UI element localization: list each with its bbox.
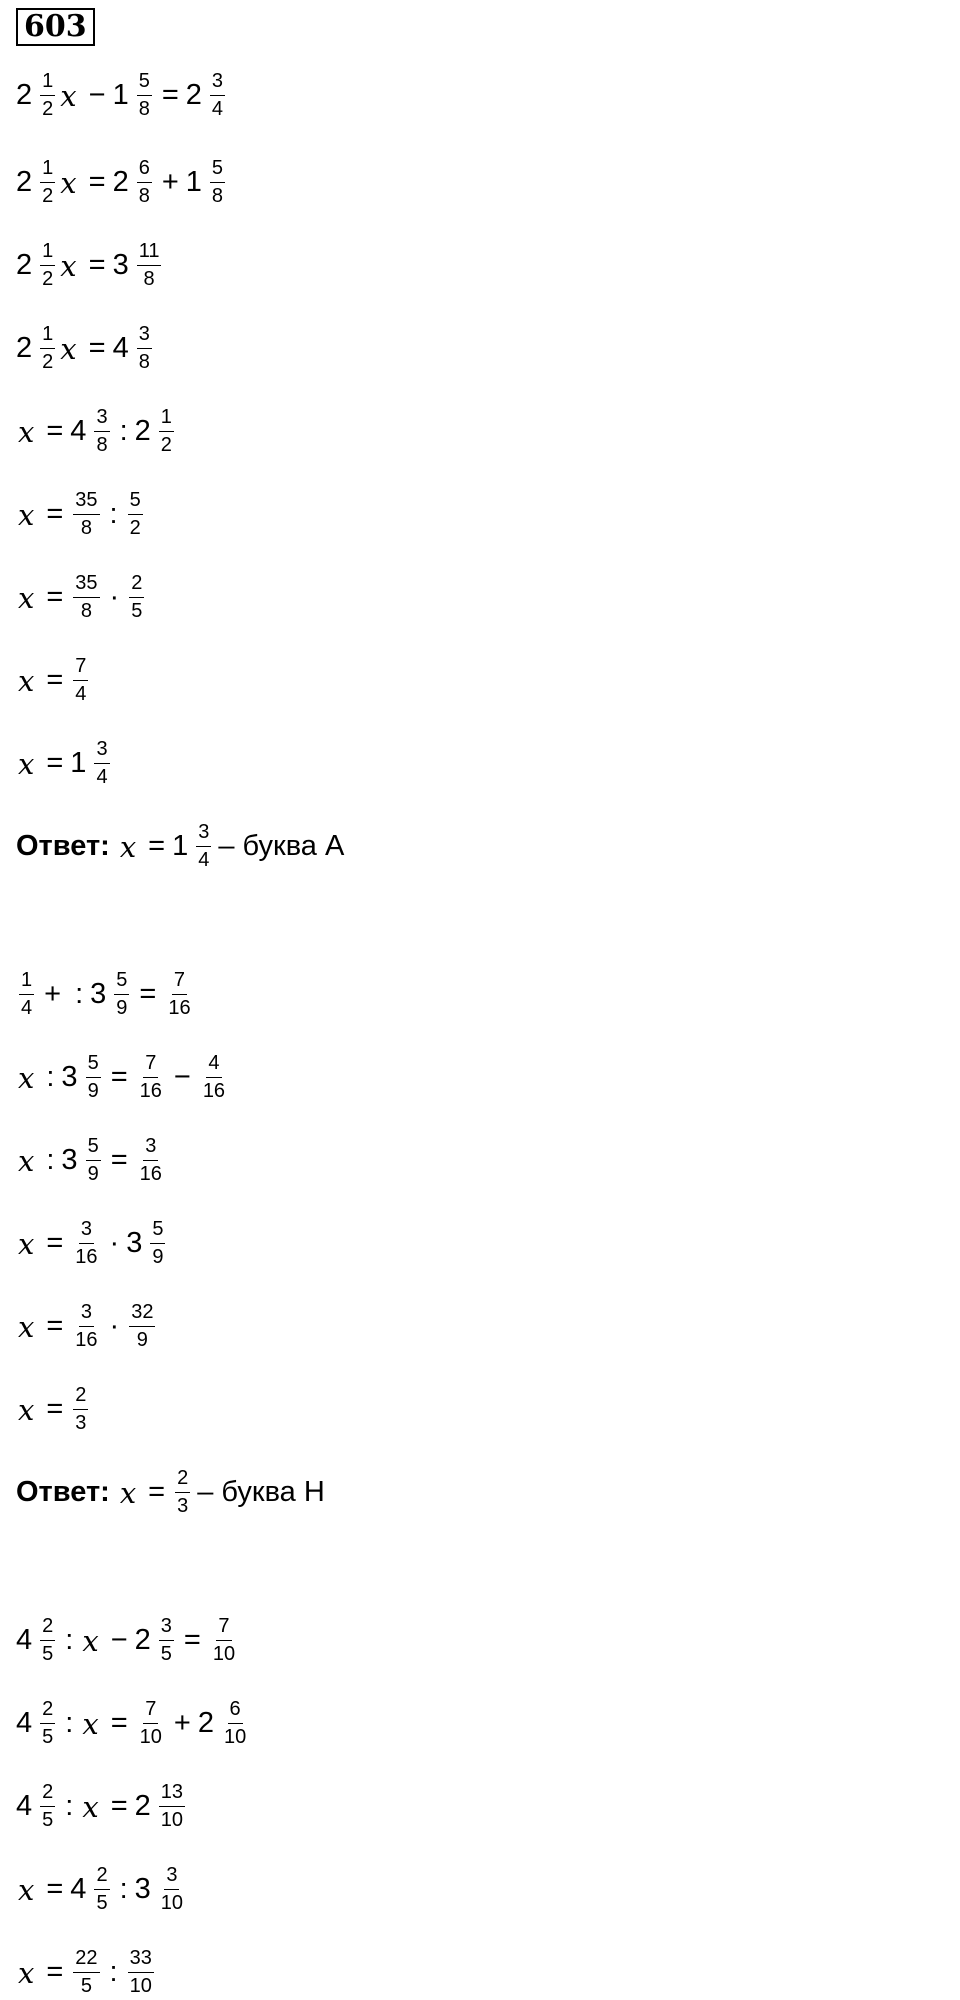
fraction-numerator: 3: [137, 323, 152, 349]
fraction-numerator: 2: [40, 1781, 55, 1807]
variable-x: x: [82, 1623, 99, 1658]
fraction-denominator: 16: [168, 997, 191, 1019]
equation-line: [16, 1467, 325, 1518]
variable-x: x: [18, 746, 35, 781]
fraction-denominator: 16: [75, 1246, 98, 1268]
fraction-numerator: 1: [40, 240, 55, 266]
variable-x: x: [119, 1475, 137, 1510]
operator: +: [173, 1707, 191, 1739]
fraction: [137, 157, 152, 208]
equation-line: [16, 70, 228, 121]
fraction-numerator: 35: [73, 489, 99, 515]
number: 4: [112, 332, 129, 364]
fraction-denominator: 5: [160, 1643, 172, 1665]
fraction: [40, 1698, 55, 1749]
number: 2: [134, 1790, 151, 1822]
operator: −: [88, 79, 106, 111]
variable-x: x: [18, 1143, 35, 1178]
fraction-denominator: 4: [75, 683, 87, 705]
fraction-denominator: 2: [42, 268, 54, 290]
fraction: [94, 738, 109, 789]
task-number: 603: [16, 8, 95, 46]
fraction: [201, 1052, 227, 1103]
variable-x: x: [18, 1872, 35, 1907]
fraction-numerator: 33: [128, 1947, 154, 1973]
fraction: [19, 969, 34, 1020]
operator: =: [46, 747, 64, 779]
equation-line: [16, 240, 164, 291]
fraction-denominator: 8: [138, 185, 150, 207]
number: 4: [16, 1624, 33, 1656]
fraction-denominator: 9: [87, 1163, 99, 1185]
equation-line: [16, 1052, 230, 1103]
fraction-denominator: 10: [129, 1975, 152, 1997]
fraction: [40, 157, 55, 208]
fraction-numerator: 1: [40, 323, 55, 349]
variable-x: x: [82, 1706, 99, 1741]
fraction: [138, 1135, 164, 1186]
fraction: [210, 157, 225, 208]
fraction: [114, 969, 129, 1020]
fraction-numerator: 2: [40, 1615, 55, 1641]
fraction-numerator: 32: [129, 1301, 155, 1327]
number: 2: [16, 166, 33, 198]
operator: :: [46, 1061, 55, 1093]
operator: =: [88, 166, 106, 198]
fraction-numerator: 6: [137, 157, 152, 183]
fraction-denominator: 8: [80, 600, 92, 622]
fraction-denominator: 4: [96, 766, 108, 788]
fraction-numerator: 7: [172, 969, 187, 995]
fraction-numerator: 1: [159, 406, 174, 432]
fraction: [40, 70, 55, 121]
operator: ·: [109, 1227, 120, 1259]
number: 3: [61, 1061, 78, 1093]
operator: :: [119, 415, 128, 447]
operator: :: [65, 1790, 74, 1822]
number: 3: [61, 1144, 78, 1176]
fraction-numerator: 35: [73, 572, 99, 598]
operator: ·: [109, 581, 120, 613]
operator: =: [46, 1393, 64, 1425]
fraction: [166, 969, 192, 1020]
fraction: [175, 1467, 190, 1518]
fraction: [137, 323, 152, 374]
fraction: [40, 323, 55, 374]
fraction-numerator: 5: [114, 969, 129, 995]
fraction: [138, 1698, 164, 1749]
fraction: [94, 406, 109, 457]
answer-text: – буква А: [218, 830, 345, 862]
fraction-numerator: 13: [159, 1781, 185, 1807]
variable-x: x: [82, 1789, 99, 1824]
fraction: [40, 1615, 55, 1666]
fraction-numerator: 5: [128, 489, 143, 515]
fraction-denominator: 9: [87, 1080, 99, 1102]
number: 2: [197, 1707, 214, 1739]
fraction-numerator: 1: [19, 969, 34, 995]
fraction-numerator: 3: [159, 1615, 174, 1641]
operator: +: [161, 166, 179, 198]
equation-line: [16, 572, 147, 623]
fraction-numerator: 7: [143, 1698, 158, 1724]
answer-label: Ответ:: [16, 830, 110, 862]
fraction-denominator: 10: [223, 1726, 247, 1748]
fraction-numerator: 5: [210, 157, 225, 183]
fraction-numerator: 7: [73, 655, 88, 681]
fraction-denominator: 8: [138, 351, 150, 373]
fraction-numerator: 2: [94, 1864, 109, 1890]
variable-x: x: [18, 1226, 35, 1261]
number: 3: [126, 1227, 143, 1259]
number: 4: [16, 1790, 33, 1822]
fraction: [137, 240, 162, 291]
equation-line: [16, 1864, 188, 1915]
fraction-denominator: 5: [96, 1892, 108, 1914]
operator: =: [46, 1873, 64, 1905]
variable-x: x: [18, 580, 35, 615]
fraction-denominator: 8: [96, 434, 108, 456]
fraction-numerator: 5: [86, 1052, 101, 1078]
operator: =: [88, 332, 106, 364]
fraction-numerator: 2: [40, 1698, 55, 1724]
fraction-denominator: 16: [202, 1080, 226, 1102]
fraction: [196, 821, 211, 872]
operator: =: [148, 830, 166, 862]
fraction: [40, 1781, 55, 1832]
fraction-numerator: 3: [94, 406, 109, 432]
operator: +: [44, 978, 62, 1010]
fraction: [73, 1947, 99, 1998]
operator: =: [46, 498, 64, 530]
operator: :: [109, 498, 118, 530]
number: 2: [16, 249, 33, 281]
operator: =: [110, 1144, 128, 1176]
number: 2: [134, 415, 151, 447]
fraction-denominator: 4: [211, 98, 224, 120]
fraction: [211, 1615, 237, 1666]
fraction-denominator: 16: [75, 1329, 98, 1351]
fraction-denominator: 8: [80, 517, 92, 539]
fraction-denominator: 2: [160, 434, 172, 456]
fraction: [210, 70, 225, 121]
number: 2: [16, 332, 33, 364]
operator: :: [65, 1707, 74, 1739]
fraction-numerator: 3: [79, 1218, 94, 1244]
equation-line: [16, 1218, 168, 1269]
operator: =: [46, 415, 64, 447]
fraction-denominator: 2: [42, 351, 54, 373]
number: 1: [112, 79, 129, 111]
operator: =: [110, 1707, 128, 1739]
fraction-numerator: 1: [40, 157, 55, 183]
operator: :: [119, 1873, 128, 1905]
fraction: [40, 240, 55, 291]
number: 3: [134, 1873, 151, 1905]
fraction-denominator: 3: [75, 1412, 87, 1434]
variable-x: x: [60, 78, 77, 113]
number: 3: [112, 249, 129, 281]
variable-x: x: [18, 1392, 35, 1427]
number: 4: [70, 1873, 87, 1905]
equation-line: [16, 489, 146, 540]
fraction: [222, 1698, 248, 1749]
fraction-numerator: 7: [143, 1052, 158, 1078]
fraction-numerator: 2: [129, 572, 144, 598]
fraction: [73, 1218, 99, 1269]
operator: =: [46, 1956, 64, 1988]
operator: :: [109, 1956, 118, 1988]
fraction-denominator: 16: [139, 1080, 162, 1102]
operator: :: [46, 1144, 55, 1176]
equation-line: [16, 1781, 188, 1832]
fraction-denominator: 16: [139, 1163, 162, 1185]
variable-x: x: [18, 663, 35, 698]
fraction: [86, 1135, 101, 1186]
fraction-denominator: 5: [42, 1643, 54, 1665]
variable-x: x: [18, 1060, 35, 1095]
variable-x: x: [60, 331, 77, 366]
fraction-denominator: 3: [177, 1495, 189, 1517]
fraction: [150, 1218, 165, 1269]
fraction: [73, 1384, 88, 1435]
fraction-denominator: 8: [143, 268, 155, 290]
equation-line: [16, 1947, 157, 1998]
fraction-numerator: 3: [210, 70, 225, 96]
operator: =: [46, 1310, 64, 1342]
operator: =: [46, 664, 64, 696]
variable-x: x: [18, 1955, 35, 1990]
fraction-numerator: 3: [79, 1301, 94, 1327]
fraction: [86, 1052, 101, 1103]
fraction-numerator: 11: [137, 240, 162, 266]
fraction: [129, 572, 144, 623]
equation-line: [16, 1384, 91, 1435]
fraction-numerator: 4: [206, 1052, 221, 1078]
fraction: [73, 572, 99, 623]
fraction: [159, 406, 174, 457]
fraction-numerator: 3: [164, 1864, 179, 1890]
fraction: [137, 70, 152, 121]
fraction-numerator: 3: [94, 738, 109, 764]
fraction: [138, 1052, 164, 1103]
answer-text: – буква Н: [197, 1476, 325, 1508]
number: 1: [70, 747, 87, 779]
number: 4: [16, 1707, 33, 1739]
operator: ·: [109, 1310, 120, 1342]
number: 2: [134, 1624, 151, 1656]
fraction-denominator: 2: [42, 185, 54, 207]
variable-x: x: [119, 829, 137, 864]
fraction-numerator: 5: [150, 1218, 165, 1244]
number: 1: [172, 830, 189, 862]
fraction-numerator: 3: [143, 1135, 158, 1161]
fraction-numerator: 2: [175, 1467, 190, 1493]
operator: =: [110, 1061, 128, 1093]
equation-line: [16, 738, 113, 789]
equation-line: [16, 1135, 167, 1186]
equation-line: [16, 655, 91, 706]
fraction-denominator: 4: [198, 849, 210, 871]
operator: =: [88, 249, 106, 281]
fraction-denominator: 5: [131, 600, 143, 622]
operator: =: [46, 581, 64, 613]
equation-line: [16, 1301, 158, 1352]
fraction: [128, 489, 143, 540]
fraction-denominator: 5: [42, 1726, 54, 1748]
fraction-denominator: 9: [116, 997, 128, 1019]
number: 2: [16, 79, 33, 111]
operator: =: [148, 1476, 166, 1508]
fraction: [94, 1864, 109, 1915]
fraction-denominator: 4: [21, 997, 33, 1019]
fraction-denominator: 2: [129, 517, 141, 539]
equation-line: [16, 821, 344, 872]
fraction: [73, 489, 99, 540]
fraction: [129, 1301, 155, 1352]
number: 1: [185, 166, 202, 198]
fraction-denominator: 5: [42, 1809, 54, 1831]
variable-x: x: [60, 248, 77, 283]
fraction-numerator: 7: [216, 1615, 231, 1641]
equation-line: [16, 157, 228, 208]
operator: =: [139, 978, 157, 1010]
operator: :: [75, 978, 84, 1010]
fraction-denominator: 8: [211, 185, 224, 207]
fraction: [128, 1947, 154, 1998]
fraction-denominator: 9: [152, 1246, 164, 1268]
fraction: [159, 1615, 174, 1666]
operator: =: [46, 1227, 64, 1259]
fraction: [159, 1864, 185, 1915]
fraction-numerator: 2: [73, 1384, 88, 1410]
fraction-numerator: 22: [73, 1947, 99, 1973]
fraction-denominator: 10: [160, 1892, 184, 1914]
fraction: [73, 655, 88, 706]
fraction: [159, 1781, 185, 1832]
fraction-denominator: 5: [80, 1975, 92, 1997]
equation-line: [16, 323, 155, 374]
operator: :: [65, 1624, 74, 1656]
operator: −: [173, 1061, 191, 1093]
fraction-numerator: 5: [86, 1135, 101, 1161]
number: 2: [112, 166, 129, 198]
operator: −: [110, 1624, 128, 1656]
fraction: [73, 1301, 99, 1352]
fraction-denominator: 8: [138, 98, 150, 120]
variable-x: x: [18, 1309, 35, 1344]
variable-x: x: [18, 497, 35, 532]
fraction-denominator: 2: [42, 98, 54, 120]
fraction-denominator: 10: [212, 1643, 236, 1665]
answer-label: Ответ:: [16, 1476, 110, 1508]
fraction-denominator: 10: [160, 1809, 184, 1831]
operator: =: [110, 1790, 128, 1822]
number: 3: [90, 978, 107, 1010]
fraction-numerator: 5: [137, 70, 152, 96]
fraction-denominator: 9: [136, 1329, 148, 1351]
operator: =: [183, 1624, 201, 1656]
equation-line: [16, 1698, 251, 1749]
variable-x: x: [60, 165, 77, 200]
fraction-numerator: 3: [196, 821, 211, 847]
operator: =: [161, 79, 179, 111]
number: 2: [185, 79, 202, 111]
number: 4: [70, 415, 87, 447]
fraction-denominator: 10: [139, 1726, 162, 1748]
variable-x: x: [18, 414, 35, 449]
fraction-numerator: 1: [40, 70, 55, 96]
equation-line: [16, 1615, 240, 1666]
fraction-numerator: 6: [228, 1698, 243, 1724]
equation-line: [16, 969, 196, 1020]
equation-line: [16, 406, 177, 457]
